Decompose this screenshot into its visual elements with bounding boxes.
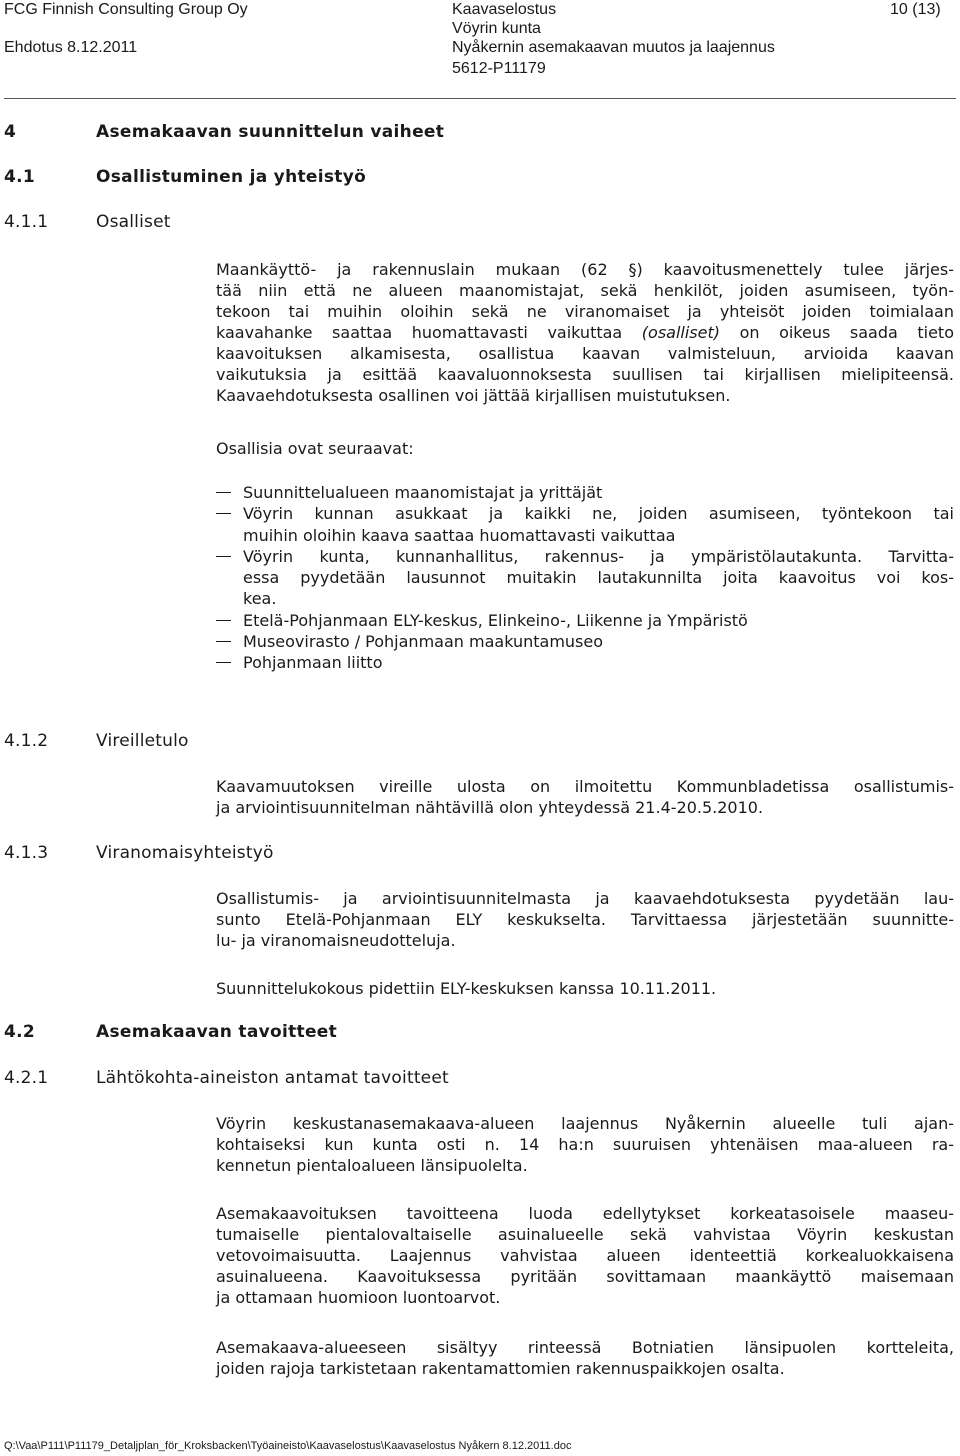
text-line: joiden rajoja tarkistetaan rakentamattomien rakennuspaikkojen osalta.: [216, 1359, 785, 1378]
text-line: ja arviointisuunnitelman nähtävillä olon yhteydessä 21.4-20.5.2010.: [216, 798, 764, 817]
header-rule: [4, 98, 956, 99]
text-line: Museovirasto / Pohjanmaan maakuntamuseo: [243, 632, 604, 652]
text-line: kennetun pientaloalueen länsipuolelta.: [216, 1156, 528, 1175]
text-line: Vöyrin kunnan asukkaat ja kaikki ne, joiden asumiseen, työntekoon tai: [243, 504, 954, 524]
dash-bullet-icon: [216, 513, 231, 514]
page-number: 10 (13): [890, 1, 941, 18]
text-line: Vöyrin keskustanasemakaava-alueen laajennus Nyåkernin alueelle tuli ajan-: [216, 1114, 954, 1133]
text-line: Asemakaava-alueeseen sisältyy rinteessä Botniatien länsipuolen kortteleita,: [216, 1338, 954, 1357]
list-item: [216, 503, 954, 546]
section-number: 4.2.1: [4, 1068, 49, 1088]
dash-bullet-icon: [216, 641, 231, 642]
project-name: Nyåkernin asemakaavan muutos ja laajennus: [452, 39, 775, 56]
draft-date: Ehdotus 8.12.2011: [4, 39, 138, 56]
text-line: Maankäyttö- ja rakennuslain mukaan (62 §) kaavoitusmenettely tulee järjes-: [216, 260, 954, 279]
section-number: 4.2: [4, 1022, 36, 1042]
text-line: Suunnittelualueen maanomistajat ja yrittäjät: [243, 483, 603, 502]
osalliset-list: [216, 482, 954, 674]
list-item: [216, 631, 954, 652]
vireilletulo-paragraph: [216, 776, 954, 818]
osalliset-intro: [216, 438, 954, 459]
dash-bullet-icon: [216, 662, 231, 663]
section-number: 4.1.1: [4, 212, 49, 232]
section-title: Vireilletulo: [96, 731, 189, 751]
text-line: tää niin että ne alueen maanomistajat, sekä henkilöt, joiden asumiseen, työn-: [216, 281, 954, 300]
text-line: kaavoituksen alkamisesta, osallistua kaavan valmisteluun, arvioida kaavan: [216, 344, 954, 363]
project-code: 5612-P11179: [452, 60, 546, 77]
text-line: Kaavamuutoksen vireille ulosta on ilmoitettu Kommunbladetissa osallistumis-: [216, 777, 954, 796]
text-line: asuinalueena. Kaavoituksessa pyritään sovittamaan maankäyttö maisemaan: [216, 1267, 954, 1286]
section-title: Asemakaavan suunnittelun vaiheet: [96, 122, 445, 142]
tavoitteet-paragraph-1: [216, 1113, 954, 1176]
section-title: Lähtökohta-aineiston antamat tavoitteet: [96, 1068, 449, 1088]
text-line: tumaiselle pientalovaltaiselle asuinalueelle sekä vahvistaa Vöyrin keskustan: [216, 1225, 954, 1244]
text-line: Kaavaehdotuksesta osallinen voi jättää kirjallisen muistutuksen.: [216, 386, 731, 405]
text-line: kaavahanke saattaa huomattavasti vaikuttaa (osalliset) on oikeus saada tieto: [216, 323, 954, 342]
text-line: Asemakaavoituksen tavoitteena luoda edellytykset korkeatasoisele maaseu-: [216, 1204, 954, 1223]
osalliset-paragraph: [216, 259, 954, 406]
text-line: ja ottamaan huomioon luontoarvot.: [216, 1288, 501, 1307]
italic-term: (osalliset): [641, 323, 720, 342]
list-item: [216, 652, 954, 673]
text-line: Osallistumis- ja arviointisuunnitelmasta ja kaavaehdotuksesta pyydetään lau-: [216, 889, 954, 908]
section-title: Osalliset: [96, 212, 171, 232]
text-line: essa pyydetään lausunnot muitakin lautakunnilta joita kaavoitus voi kos-: [243, 568, 954, 588]
municipality: Vöyrin kunta: [452, 20, 541, 37]
dash-bullet-icon: [216, 556, 231, 557]
section-title: Viranomaisyhteistyö: [96, 843, 274, 863]
text-line: kohtaiseksi kun kunta osti n. 14 ha:n suuruisen yhtenäisen maa-alueen ra-: [216, 1135, 954, 1154]
section-title: Asemakaavan tavoitteet: [96, 1022, 338, 1042]
text-line: vetovoimaisuutta. Laajennus vahvistaa alueen identeettiä korkealuokkaisena: [216, 1246, 954, 1265]
list-item: [216, 482, 954, 503]
list-item: [216, 610, 954, 631]
text-line: Vöyrin kunta, kunnanhallitus, rakennus- ja ympäristölautakunta. Tarvitta-: [243, 546, 954, 566]
text-line: vaikutuksia ja esittää kaavaluonnoksesta suullisen tai kirjallisen mielipiteensä.: [216, 365, 954, 384]
text-line: tekoon tai muihin oloihin sekä ne viranomaiset ja yhteisöt joiden toimialaan: [216, 302, 954, 321]
text-line: sunto Etelä-Pohjanmaan ELY keskukselta. Tarvittaessa järjestetään suunnitte-: [216, 910, 954, 929]
tavoitteet-paragraph-2: [216, 1203, 954, 1308]
viranomais-paragraph-2: [216, 978, 954, 999]
text-line: Osallisia ovat seuraavat:: [216, 439, 414, 458]
tavoitteet-paragraph-3: [216, 1337, 954, 1379]
dash-bullet-icon: [216, 492, 231, 493]
section-number: 4: [4, 122, 17, 142]
text-line: Suunnittelukokous pidettiin ELY-keskuksen kanssa 10.11.2011.: [216, 979, 717, 998]
text-line: lu- ja viranomaisneudotteluja.: [216, 931, 456, 950]
footer-file-path: Q:\Vaa\P111\P11179_Detaljplan_för_Kroksbacken\Työaineisto\Kaavaselostus\Kaavaselostus Nyåkern 8.12.2011.doc: [4, 1440, 572, 1452]
text-line: Etelä-Pohjanmaan ELY-keskus, Elinkeino-, Liikenne ja Ympäristö: [243, 610, 748, 630]
section-number: 4.1.2: [4, 731, 49, 751]
text-line: muihin oloihin kaava saattaa huomattavasti vaikuttaa: [243, 525, 676, 545]
document-type: Kaavaselostus: [452, 1, 557, 18]
list-item: [216, 546, 954, 610]
text-line: kea.: [243, 589, 277, 609]
section-number: 4.1: [4, 167, 36, 187]
text-line: Pohjanmaan liitto: [243, 653, 383, 673]
viranomais-paragraph: [216, 888, 954, 951]
section-title: Osallistuminen ja yhteistyö: [96, 167, 367, 187]
dash-bullet-icon: [216, 620, 231, 621]
company-name: FCG Finnish Consulting Group Oy: [4, 1, 248, 18]
section-number: 4.1.3: [4, 843, 49, 863]
